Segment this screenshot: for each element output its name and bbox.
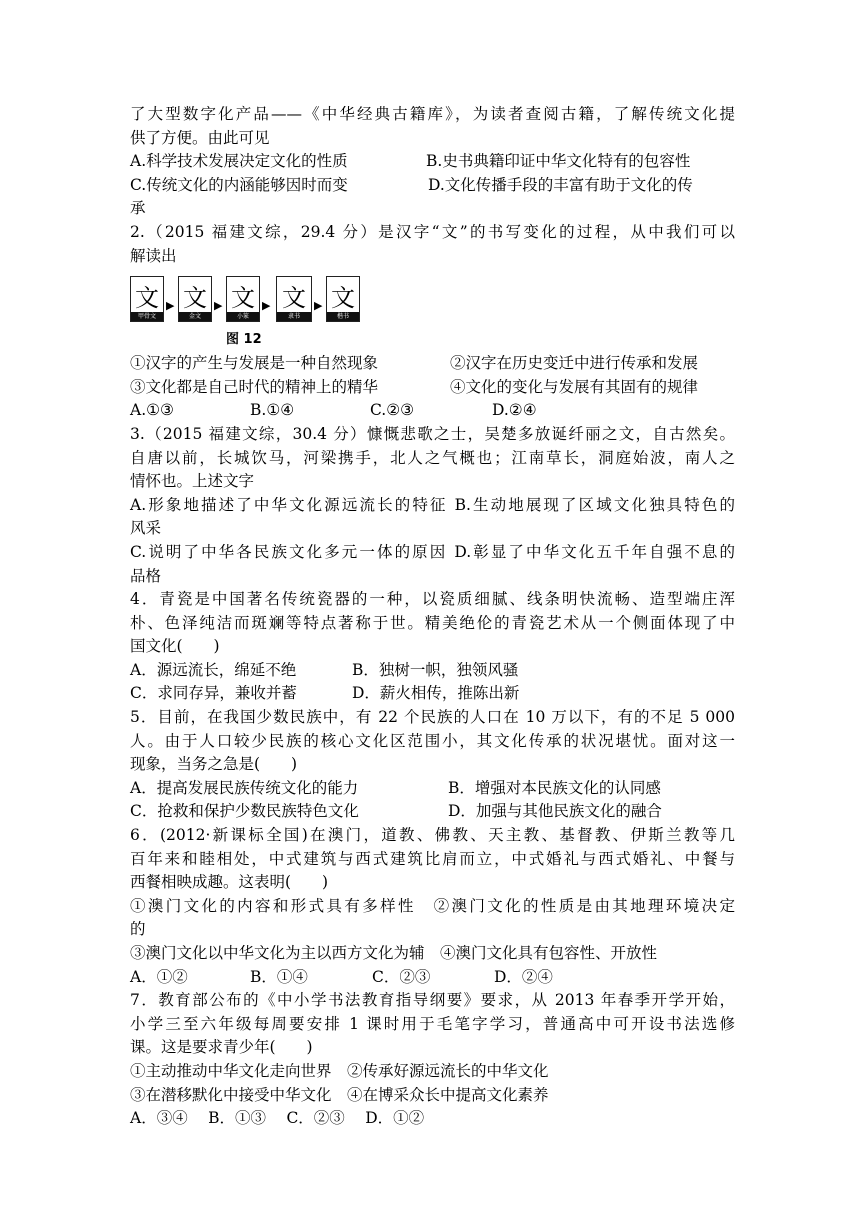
q5-stem-line-3: 现象，当务之急是( )	[130, 755, 298, 774]
q6-options	[130, 966, 735, 990]
glyph-regular: 文 楷书	[326, 276, 360, 322]
q2-options	[130, 399, 735, 423]
q4-options-row-1	[130, 659, 735, 683]
q5-options-row-2	[130, 800, 735, 824]
glyph-small-seal: 文 小篆	[226, 276, 260, 322]
q2-figure	[130, 276, 380, 348]
q5-option-a: A．提高发展民族传统文化的能力	[130, 778, 359, 797]
glyph-label: 金文	[179, 312, 211, 321]
q4-option-a: A．源远流长，绵延不绝	[130, 660, 297, 679]
q5-stem-line-2: 人。由于人口较少民族的核心文化区范围小，其文化传承的状况堪忧。面对这一	[130, 731, 735, 750]
q3-stem-line-2: 自唐以前，长城饮马，河梁携手，北人之气概也；江南草长，洞庭始波，南人之	[130, 448, 735, 467]
arrow-icon: ▶	[314, 299, 323, 313]
intro-line-1: 了大型数字化产品——《中华经典古籍库》，为读者查阅古籍，了解传统文化提	[130, 105, 735, 123]
q3-options-cd: C.说明了中华各民族文化多元一体的原因 D.彰显了中华文化五千年自强不息的	[130, 542, 735, 561]
q7-statements-34: ③在潜移默化中接受中华文化 ④在博采众长中提高文化素养	[130, 1085, 549, 1104]
q4-option-b: B．独树一帜，独领风骚	[352, 660, 519, 679]
q6-stem-line-1: 6．(2012·新课标全国)在澳门，道教、佛教、天主教、基督教、伊斯兰教等几	[130, 826, 735, 845]
q4-option-d: D．薪火相传，推陈出新	[352, 684, 520, 703]
glyph-label: 楷书	[327, 312, 359, 321]
q1-option-b: B.史书典籍印证中华文化特有的包容性	[426, 152, 691, 171]
q5-option-c: C．抢救和保护少数民族特色文化	[130, 802, 359, 821]
q5-option-d: D．加强与其他民族文化的融合	[448, 802, 662, 821]
arrow-icon: ▶	[214, 299, 223, 313]
q1-option-d: D.文化传播手段的丰富有助于文化的传	[428, 175, 693, 194]
glyph-bronze: 文 金文	[178, 276, 212, 322]
q3-options-cd-cont: 品格	[130, 566, 162, 585]
q2-statement-2: ②汉字在历史变迁中进行传承和发展	[450, 354, 699, 373]
q2-statement-4: ④文化的变化与发展有其固有的规律	[450, 377, 699, 396]
q6-statements-12-cont: 的	[130, 920, 146, 939]
q1-option-a: A.科学技术发展决定文化的性质	[130, 152, 348, 171]
q3-stem-line-3: 情怀也。上述文字	[130, 472, 255, 491]
q6-option-d: D．②④	[494, 967, 553, 986]
q2-statement-3: ③文化都是自己时代的精神上的精华	[130, 377, 379, 396]
q3-options-ab: A.形象地描述了中华文化源远流长的特征 B.生动地展现了区域文化独具特色的	[130, 495, 735, 514]
glyph-label: 隶书	[277, 312, 311, 321]
q4-stem-line-2: 朴、色泽纯洁而斑斓等特点著称于世。精美绝伦的青瓷艺术从一个侧面体现了中	[130, 613, 735, 632]
q4-stem-line-1: 4．青瓷是中国著名传统瓷器的一种，以瓷质细腻、线条明快流畅、造型端庄浑	[130, 590, 735, 609]
q1-option-d-cont: 承	[130, 199, 146, 218]
q1-option-c: C.传统文化的内涵能够因时而变	[130, 175, 348, 194]
q7-stem-line-1: 7．教育部公布的《中小学书法教育指导纲要》要求，从 2013 年春季开学开始，	[130, 991, 735, 1010]
q2-statement-1: ①汉字的产生与发展是一种自然现象	[130, 354, 379, 373]
q7-stem-line-3: 课。这是要求青少年( )	[130, 1038, 313, 1057]
q7-options: A．③④ B．①③ C．②③ D．①②	[130, 1109, 425, 1128]
q1-options-row-2	[130, 174, 735, 198]
q6-stem-line-2: 百年来和睦相处，中式建筑与西式建筑比肩而立，中式婚礼与西式婚礼、中餐与	[130, 849, 735, 868]
q2-statements-row-2	[130, 376, 735, 400]
document-body	[130, 103, 735, 1131]
q4-options-row-2	[130, 682, 735, 706]
q4-option-c: C．求同存异，兼收并蓄	[130, 684, 297, 703]
q5-option-b: B．增强对本民族文化的认同感	[448, 778, 661, 797]
arrow-icon: ▶	[262, 299, 271, 313]
q6-option-a: A．①②	[130, 967, 188, 986]
q3-options-ab-cont: 风采	[130, 519, 162, 538]
q5-stem-line-1: 5．目前，在我国少数民族中，有 22 个民族的人口在 10 万以下，有的不足 5 000	[130, 708, 735, 727]
q4-stem-line-3: 国文化( )	[130, 637, 220, 656]
glyph-oracle-bone: 文 甲骨文	[130, 276, 164, 322]
q6-option-b: B．①④	[250, 967, 308, 986]
q2-option-b: B.①④	[250, 401, 295, 420]
glyph-label: 小篆	[227, 312, 259, 321]
q6-statements-34: ③澳门文化以中华文化为主以西方文化为辅 ④澳门文化具有包容性、开放性	[130, 944, 658, 962]
arrow-icon: ▶	[166, 299, 175, 313]
q3-stem-line-1: 3.（2015 福建文综，30.4 分）慷慨悲歌之士，吴楚多放诞纤丽之文，自古然矣。	[130, 424, 735, 443]
glyph-label: 甲骨文	[131, 312, 163, 321]
q6-statements-12: ①澳门文化的内容和形式具有多样性 ②澳门文化的性质是由其地理环境决定	[130, 896, 735, 915]
intro-line-2: 供了方便。由此可见	[130, 128, 270, 147]
q2-statements-row-1	[130, 352, 735, 376]
q5-options-row-1	[130, 777, 735, 801]
q2-option-c: C.②③	[370, 401, 415, 420]
q1-options-row-1	[130, 150, 735, 174]
q7-stem-line-2: 小学三至六年级每周要安排 1 课时用于毛笔字学习，普通高中可开设书法选修	[130, 1014, 735, 1033]
q2-option-d: D.②④	[492, 401, 537, 420]
q6-option-c: C．②③	[372, 967, 431, 986]
glyph-clerical: 文 隶书	[276, 276, 312, 322]
q2-stem-line-2: 解读出	[130, 246, 177, 265]
q7-statements-12: ①主动推动中华文化走向世界 ②传承好源远流长的中华文化	[130, 1061, 549, 1080]
figure-caption: 图 12	[226, 332, 262, 348]
q2-stem-line-1: 2.（2015 福建文综，29.4 分）是汉字“文”的书写变化的过程，从中我们可以	[130, 222, 735, 241]
q2-option-a: A.①③	[130, 401, 174, 420]
q6-stem-line-3: 西餐相映成趣。这表明( )	[130, 873, 329, 892]
